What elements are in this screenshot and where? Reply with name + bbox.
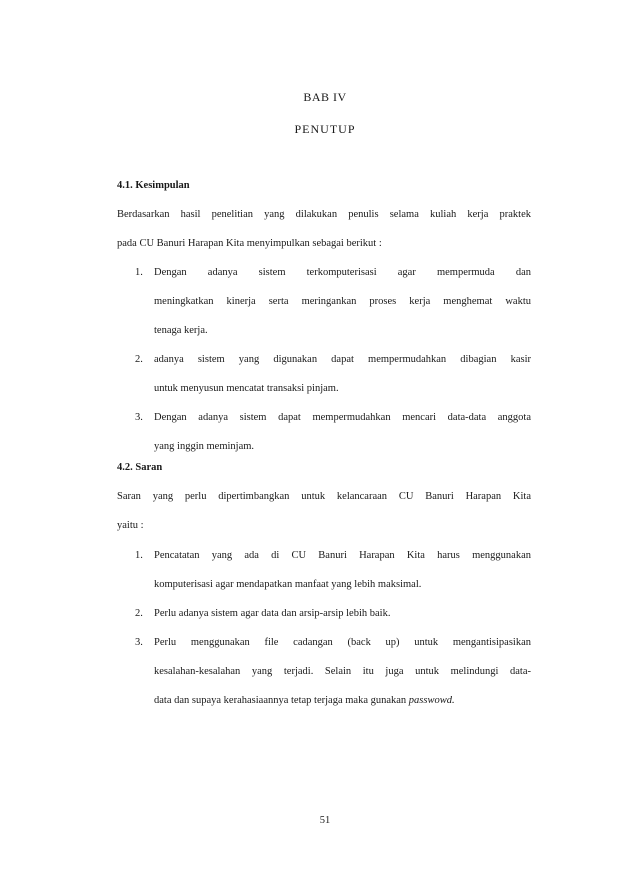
list-item-line: meningkatkan kinerja serta meringankan proses kerja menghemat waktu — [154, 296, 531, 307]
paragraph-line: yaitu : — [117, 520, 144, 531]
list-item-text — [154, 628, 531, 715]
paragraph-line: pada CU Banuri Harapan Kita menyimpulkan sebagai berikut : — [117, 238, 382, 249]
section-heading-suggestion: 4.2. Saran — [117, 462, 163, 473]
list-item-line: Dengan adanya sistem dapat mempermudahkan mencari data-data anggota — [154, 412, 531, 423]
chapter-number: BAB IV — [303, 90, 347, 104]
list-item-text — [154, 403, 531, 461]
list-item-line-text: data dan supaya kerahasiaannya tetap terjaga maka gunakan — [154, 695, 409, 706]
list-item-text — [154, 345, 531, 403]
list-item-number: 1. — [135, 550, 143, 561]
page-number: 51 — [319, 815, 331, 826]
list-item — [117, 258, 531, 345]
list-item-line: Dengan adanya sistem terkomputerisasi agar mempermuda dan — [154, 267, 531, 278]
list-item — [117, 345, 531, 403]
list-item-number: 1. — [135, 267, 143, 278]
section-heading-conclusion: 4.1. Kesimpulan — [117, 180, 190, 191]
suggestion-intro-paragraph — [117, 482, 531, 540]
list-item-line: adanya sistem yang digunakan dapat mempermudahkan dibagian kasir — [154, 354, 531, 365]
list-item — [117, 628, 531, 715]
list-item — [117, 541, 531, 599]
list-item-number: 3. — [135, 412, 143, 423]
paragraph-line: Berdasarkan hasil penelitian yang dilakukan penulis selama kuliah kerja praktek — [117, 209, 531, 220]
list-item-line: Perlu menggunakan file cadangan (back up) untuk mengantisipasikan — [154, 637, 531, 648]
italic-term: passwowd. — [408, 695, 455, 706]
suggestion-list — [117, 541, 531, 715]
list-item-text — [154, 599, 531, 628]
list-item-number: 2. — [135, 354, 143, 365]
chapter-title: PENUTUP — [294, 122, 356, 136]
list-item-line: komputerisasi agar mendapatkan manfaat yang lebih maksimal. — [154, 579, 422, 590]
list-item-line-with-italic — [154, 686, 531, 715]
list-item-line: tenaga kerja. — [154, 325, 208, 336]
list-item-number: 3. — [135, 637, 143, 648]
list-item-line: untuk menyusun mencatat transaksi pinjam. — [154, 383, 339, 394]
conclusion-list — [117, 258, 531, 461]
list-item-line: Perlu adanya sistem agar data dan arsip-arsip lebih baik. — [154, 608, 391, 619]
list-item — [117, 599, 531, 628]
list-item-text — [154, 258, 531, 345]
paragraph-line: Saran yang perlu dipertimbangkan untuk kelancaraan CU Banuri Harapan Kita — [117, 491, 531, 502]
list-item-line: yang inggin meminjam. — [154, 441, 255, 452]
list-item-line: Pencatatan yang ada di CU Banuri Harapan Kita harus menggunakan — [154, 550, 531, 561]
list-item-line: kesalahan-kesalahan yang terjadi. Selain itu juga untuk melindungi data- — [154, 666, 531, 677]
list-item — [117, 403, 531, 461]
list-item-text — [154, 541, 531, 599]
list-item-number: 2. — [135, 608, 143, 619]
conclusion-intro-paragraph — [117, 200, 531, 258]
